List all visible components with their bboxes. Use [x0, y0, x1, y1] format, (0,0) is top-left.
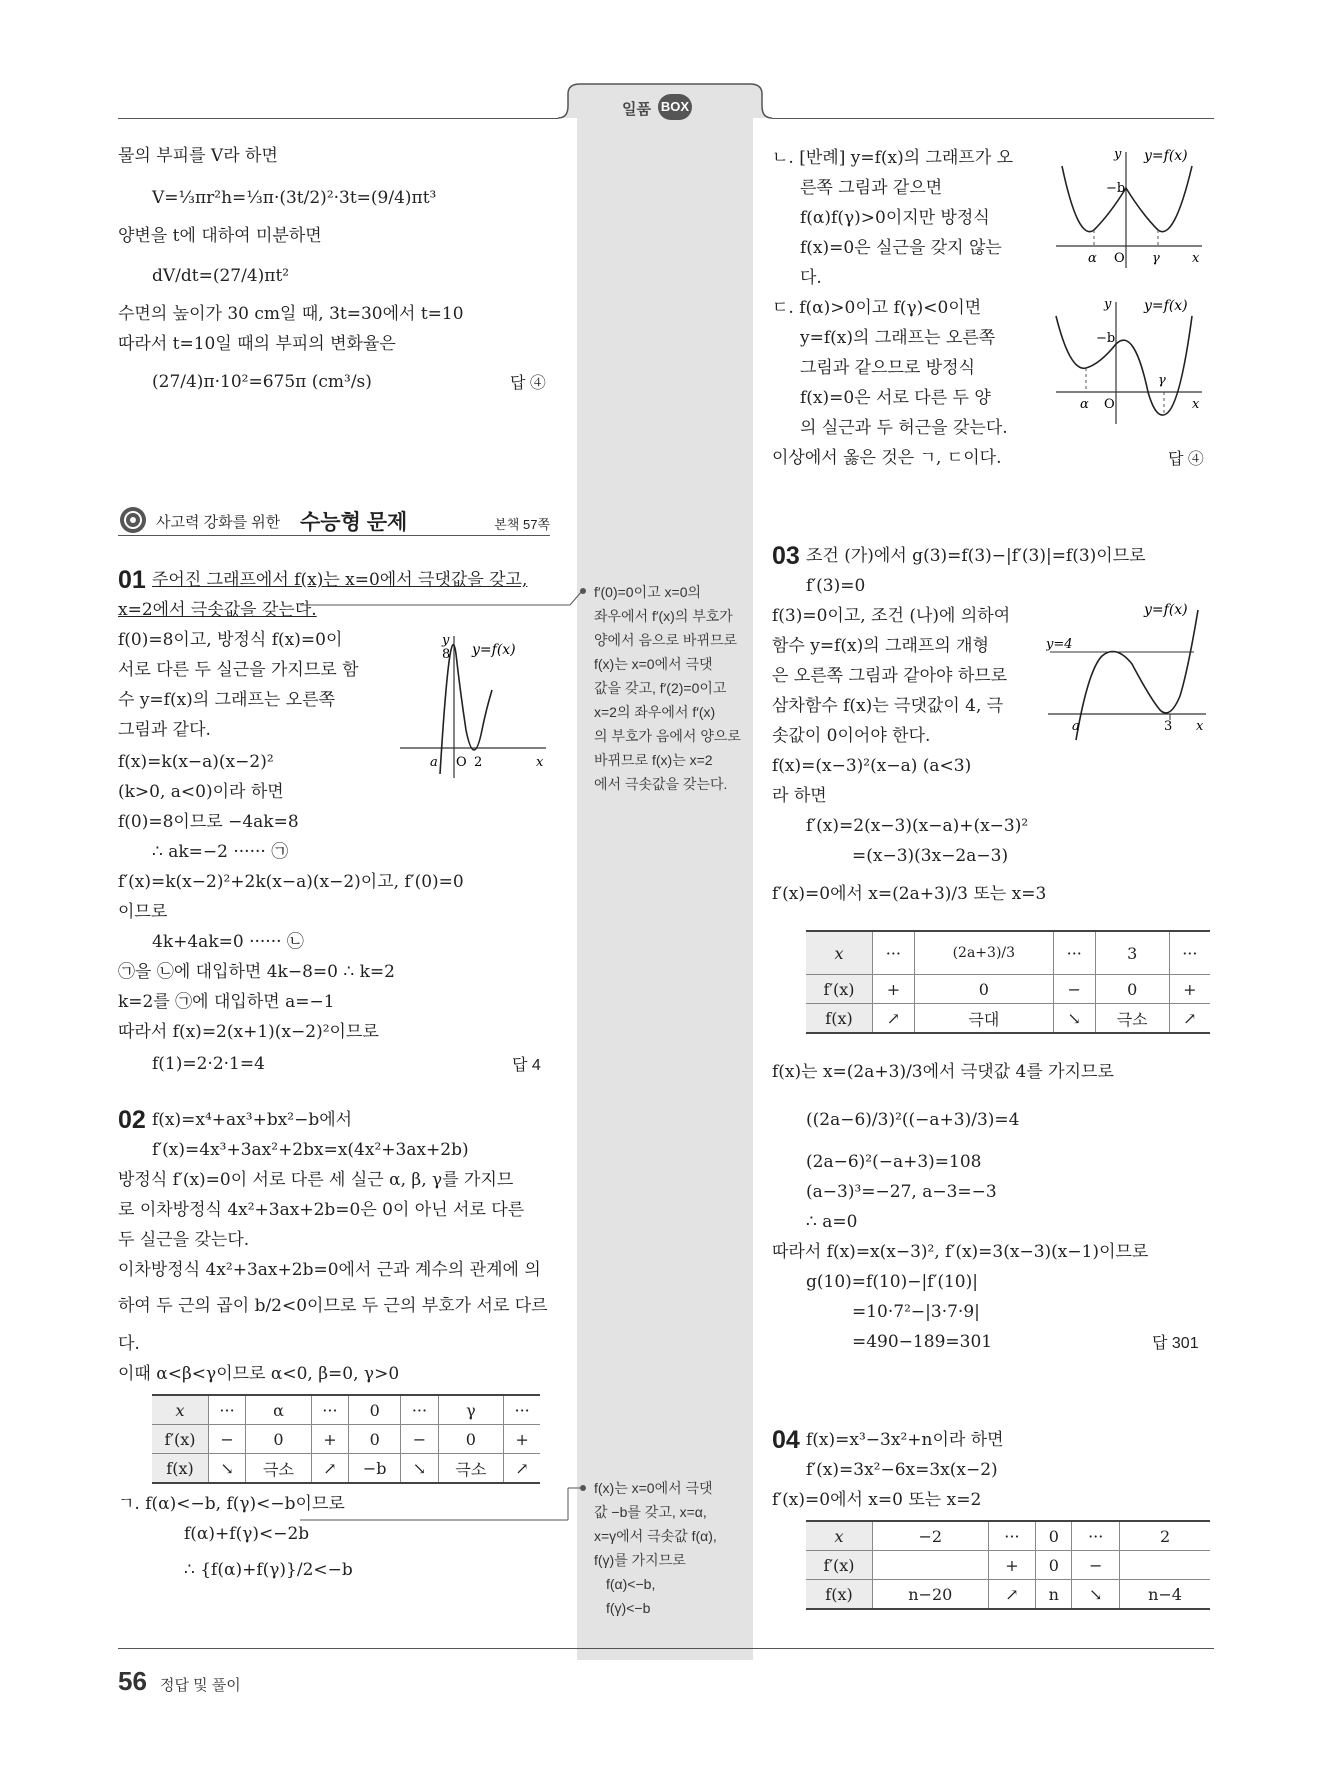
text-line: 이므로 [118, 902, 168, 922]
question-number: 01 [118, 566, 146, 594]
text-line: 이차방정식 4x²+3ax+2b=0에서 근과 계수의 관계에 의 [118, 1260, 541, 1280]
text-line: f′(x)=2(x−3)(x−a)+(x−3)² [806, 816, 1029, 836]
text-line: f′(x)=3x²−6x=3x(x−2) [806, 1460, 998, 1480]
text-line: 다. [118, 1334, 140, 1354]
table-cell: f(x) [152, 1454, 209, 1484]
graph-label: a [430, 755, 438, 770]
text-line: 양변을 t에 대하여 미분하면 [118, 226, 322, 246]
text-line: f(x)=x³−3x²+n이라 하면 [806, 1430, 1004, 1450]
side-note-q01 [594, 580, 741, 796]
answer-label: 답 4 [512, 1057, 541, 1074]
table-cell: + [988, 1551, 1036, 1580]
graph-label: γ [1152, 251, 1160, 266]
text-line: f(x)=0은 실근을 갖지 않는 [800, 238, 1002, 258]
text-line: f′(x)=4x³+3ax²+2bx=x(4x²+3ax+2b) [152, 1140, 469, 1160]
table-cell: ↘ [1053, 1004, 1095, 1034]
text-line: x=2에서 극솟값을 갖는다. [118, 600, 317, 620]
leader-line [300, 1476, 590, 1526]
table-cell: − [1072, 1551, 1120, 1580]
text-line: 은 오른쪽 그림과 같아야 하므로 [772, 666, 1008, 686]
text-line: 조건 (가)에서 g(3)=f(3)−|f′(3)|=f(3)이므로 [806, 546, 1146, 566]
sign-table-q03 [806, 930, 1210, 1034]
table-cell: f′(x) [806, 1551, 873, 1580]
table-cell: ↗ [988, 1580, 1036, 1610]
text-line: 수면의 높이가 30 cm일 때, 3t=30에서 t=10 [118, 304, 464, 324]
text-line: f′(3)=0 [806, 576, 866, 596]
table-cell: ··· [988, 1521, 1036, 1551]
table-cell: 극대 [914, 1004, 1053, 1034]
graph-label: α [1080, 397, 1089, 412]
table-cell: n−4 [1120, 1580, 1210, 1610]
question-number: 02 [118, 1106, 146, 1134]
text-line: g(10)=f(10)−|f′(10)| [806, 1272, 978, 1292]
section-header [118, 505, 550, 536]
graph-label: x [1192, 397, 1200, 412]
table-cell: f′(x) [152, 1425, 209, 1454]
graph-label: 3 [1164, 719, 1173, 734]
note-line: 값 −b를 갖고, x=α, [594, 1504, 707, 1520]
header-rule-left [118, 118, 558, 119]
note-line: x=γ에서 극솟값 f(α), [594, 1528, 717, 1544]
text-line: 물의 부피를 V라 하면 [118, 146, 278, 166]
graph-label: y [442, 633, 450, 648]
graph-label: −b [1106, 181, 1126, 196]
section-prefix: 사고력 강화를 위한 [156, 514, 281, 531]
text-line: 이상에서 옳은 것은 ㄱ, ㄷ이다. [772, 448, 1002, 468]
text-line: 함수 y=f(x)의 그래프의 개형 [772, 636, 990, 656]
table-cell: 극소 [246, 1454, 312, 1484]
table-cell [1120, 1551, 1210, 1580]
table-cell: f(x) [806, 1580, 873, 1610]
table-cell: α [246, 1395, 312, 1425]
table-cell: ↗ [873, 1004, 915, 1034]
graph-label: −b [1096, 331, 1116, 346]
table-cell: ··· [504, 1395, 540, 1425]
text-line: f′(x)=k(x−2)²+2k(x−a)(x−2)이고, f′(0)=0 [118, 872, 464, 892]
text-line: 서로 다른 두 실근을 가지므로 함 [118, 660, 359, 680]
graph-label: x [536, 755, 544, 770]
text-line: =10·7²−|3·7·9| [852, 1302, 980, 1322]
footer-rule [118, 1648, 1214, 1649]
table-cell: ··· [1053, 931, 1095, 975]
note-line: 바뀌므로 f(x)는 x=2 [594, 752, 713, 768]
q01-graph [398, 630, 548, 780]
table-cell: − [401, 1425, 438, 1454]
text-line: f(α)+f(γ)<−2b [184, 1524, 310, 1544]
note-line: f(α)<−b, [606, 1576, 656, 1592]
text-line: 다. [800, 268, 822, 288]
text-line: =(x−3)(3x−2a−3) [852, 846, 1009, 866]
table-cell: 0 [1095, 975, 1169, 1004]
sign-table-q04 [806, 1520, 1210, 1610]
target-icon [118, 505, 148, 535]
text-line: (a−3)³=−27, a−3=−3 [806, 1182, 997, 1202]
text-line: ((2a−6)/3)²((−a+3)/3)=4 [806, 1110, 1020, 1130]
table-cell: + [504, 1425, 540, 1454]
table-cell: − [209, 1425, 246, 1454]
header-badge-box: BOX [658, 94, 692, 120]
note-line: f(x)는 x=0에서 극댓 [594, 1480, 713, 1496]
text-line: ∴ ak=−2 ······ ㉠ [152, 842, 289, 862]
table-cell: (2a+3)/3 [914, 931, 1053, 975]
answer-label: 답 301 [1152, 1335, 1199, 1352]
graph-label: y=f(x) [1144, 298, 1188, 314]
text-line: 이때 α<β<γ이므로 α<0, β=0, γ>0 [118, 1364, 400, 1384]
table-cell: ··· [209, 1395, 246, 1425]
table-cell: ↗ [1169, 1004, 1210, 1034]
text-line: dV/dt=(27/4)πt² [152, 266, 290, 286]
text-line: 따라서 t=10일 때의 부피의 변화율은 [118, 334, 396, 354]
graph-label: y=f(x) [1144, 148, 1188, 164]
graph-label: x [1196, 719, 1204, 734]
curve [1062, 166, 1192, 232]
text-line: f(3)=0이고, 조건 (나)에 의하여 [772, 606, 1011, 626]
text-line: f(0)=8이므로 −4ak=8 [118, 812, 299, 832]
table-cell: 0 [1036, 1521, 1072, 1551]
text-line: f′(x)=0에서 x=0 또는 x=2 [772, 1490, 982, 1510]
note-line: 좌우에서 f′(x)의 부호가 [594, 608, 733, 624]
text-line: 로 이차방정식 4x²+3ax+2b=0은 0이 아닌 서로 다른 [118, 1200, 525, 1220]
question-number: 03 [772, 542, 800, 570]
text-line: ㄱ. f(α)<−b, f(γ)<−b이므로 [118, 1494, 345, 1514]
text-line: 두 실근을 갖는다. [118, 1230, 250, 1250]
graph-label: O [456, 755, 467, 770]
graph-label: y=4 [1046, 637, 1073, 652]
text-line: =490−189=301 [852, 1332, 993, 1352]
table-cell: ↘ [401, 1454, 438, 1484]
text-line: 솟값이 0이어야 한다. [772, 726, 931, 746]
table-cell: ↘ [1072, 1580, 1120, 1610]
graph-label: 8 [442, 647, 451, 662]
curve [1076, 610, 1198, 740]
table-cell: x [806, 1521, 873, 1551]
text-line: 그림과 같다. [118, 720, 211, 740]
table-cell: n [1036, 1580, 1072, 1610]
text-line: 하여 두 근의 곱이 b/2<0이므로 두 근의 부호가 서로 다르 [118, 1296, 548, 1316]
text-line: f(x)=k(x−a)(x−2)² [118, 752, 274, 772]
graph-label: γ [1158, 373, 1166, 388]
note-line: 값을 갖고, f′(2)=0이고 [594, 680, 727, 696]
table-cell: 극소 [438, 1454, 504, 1484]
text-line: 른쪽 그림과 같으면 [800, 178, 943, 198]
graph-label: a [1072, 719, 1080, 734]
note-line: f(γ)를 가지므로 [594, 1552, 686, 1568]
graph-label: y [1104, 297, 1112, 312]
table-cell: ↗ [311, 1454, 348, 1484]
graph-label: x [1192, 251, 1200, 266]
text-line: 따라서 f(x)=x(x−3)², f′(x)=3(x−3)(x−1)이므로 [772, 1242, 1149, 1262]
table-cell: −2 [873, 1521, 989, 1551]
text-line: (k>0, a<0)이라 하면 [118, 782, 284, 802]
table-cell: + [873, 975, 915, 1004]
header-rule-right [772, 118, 1214, 119]
table-cell: + [1169, 975, 1210, 1004]
text-line: f(1)=2·2·1=4 [152, 1054, 265, 1074]
text-line: 따라서 f(x)=2(x+1)(x−2)²이므로 [118, 1022, 379, 1042]
header-badge-text: 일품 [622, 101, 651, 118]
text-line: y=f(x)의 그래프는 오른쪽 [800, 328, 996, 348]
table-cell [873, 1551, 989, 1580]
note-line: f′(0)=0이고 x=0의 [594, 584, 702, 600]
table-cell: 0 [1036, 1551, 1072, 1580]
graph-label: y [1114, 147, 1122, 162]
q03-graph [1046, 600, 1210, 746]
answer-label: 답 ④ [1168, 451, 1204, 468]
table-cell: + [311, 1425, 348, 1454]
text-line: ㄷ. f(α)>0이고 f(γ)<0이면 [772, 298, 982, 318]
text-line: (2a−6)²(−a+3)=108 [806, 1152, 982, 1172]
table-cell: 0 [348, 1395, 400, 1425]
table-cell: ··· [873, 931, 915, 975]
counterexample-graph [1052, 146, 1208, 272]
text-line: 라 하면 [772, 786, 827, 806]
note-line: x=2의 좌우에서 f′(x) [594, 704, 716, 720]
table-cell: ··· [401, 1395, 438, 1425]
side-note-q02 [594, 1476, 717, 1620]
leader-line [300, 585, 590, 609]
text-line: f(x)=0은 서로 다른 두 양 [800, 388, 991, 408]
table-cell: γ [438, 1395, 504, 1425]
table-cell: 2 [1120, 1521, 1210, 1551]
graph-label: y=f(x) [472, 642, 516, 658]
table-cell: 3 [1095, 931, 1169, 975]
sign-table-q02 [152, 1394, 540, 1484]
graph-label: y=f(x) [1144, 602, 1188, 618]
table-cell: 0 [348, 1425, 400, 1454]
text-line: ㉠을 ㉡에 대입하면 4k−8=0 ∴ k=2 [118, 962, 395, 982]
graph-label: O [1114, 251, 1125, 266]
table-cell: n−20 [873, 1580, 989, 1610]
note-line: 양에서 음으로 바뀌므로 [594, 632, 738, 648]
text-line: 의 실근과 두 허근을 갖는다. [800, 418, 1008, 438]
table-cell: ↘ [209, 1454, 246, 1484]
text-line: f(x)는 x=(2a+3)/3에서 극댓값 4를 가지므로 [772, 1062, 1114, 1082]
note-line: 에서 극솟값을 갖는다. [594, 776, 728, 792]
question-number: 04 [772, 1426, 800, 1454]
note-line: f(x)는 x=0에서 극댓 [594, 656, 713, 672]
text-line: V=⅓πr²h=⅓π·(3t/2)²·3t=(9/4)πt³ [152, 188, 437, 208]
section-title: 수능형 문제 [300, 511, 408, 534]
table-cell: ↗ [504, 1454, 540, 1484]
text-line: f(α)f(γ)>0이지만 방정식 [800, 208, 990, 228]
table-cell: ··· [311, 1395, 348, 1425]
text-line: 주어진 그래프에서 f(x)는 x=0에서 극댓값을 갖고, [152, 570, 528, 590]
graph-label: α [1088, 251, 1097, 266]
text-line: 그림과 같으므로 방정식 [800, 358, 976, 378]
text-line: f(x)=(x−3)²(x−a) (a<3) [772, 756, 972, 776]
text-line: 4k+4ak=0 ······ ㉡ [152, 932, 304, 952]
note-line: f(γ)<−b [606, 1600, 651, 1616]
answer-label: 답 ④ [510, 375, 546, 392]
table-cell: f′(x) [806, 975, 873, 1004]
text-line: (27/4)π·10²=675π (cm³/s) [152, 372, 372, 392]
roots-graph [1052, 296, 1208, 426]
table-cell: x [152, 1395, 209, 1425]
table-cell: −b [348, 1454, 400, 1484]
table-cell: − [1053, 975, 1095, 1004]
text-line: f(x)=x⁴+ax³+bx²−b에서 [152, 1110, 353, 1130]
center-note-band [577, 92, 753, 1660]
text-line: k=2를 ㉠에 대입하면 a=−1 [118, 992, 335, 1012]
page-number: 56 [118, 1666, 147, 1696]
graph-label: O [1104, 397, 1115, 412]
graph-label: 2 [474, 755, 483, 770]
table-cell: ··· [1072, 1521, 1120, 1551]
text-line: ㄴ. [반례] y=f(x)의 그래프가 오 [772, 148, 1014, 168]
text-line: 수 y=f(x)의 그래프는 오른쪽 [118, 690, 336, 710]
table-cell: ··· [1169, 931, 1210, 975]
curve [1056, 316, 1192, 415]
text-line: ∴ {f(α)+f(γ)}/2<−b [184, 1560, 353, 1580]
text-line: f′(x)=0에서 x=(2a+3)/3 또는 x=3 [772, 884, 1047, 904]
table-cell: x [806, 931, 873, 975]
table-cell: 0 [914, 975, 1053, 1004]
table-cell: 극소 [1095, 1004, 1169, 1034]
text-line: 삼차함수 f(x)는 극댓값이 4, 극 [772, 696, 1004, 716]
footer-title: 정답 및 풀이 [160, 1677, 241, 1694]
table-cell: f(x) [806, 1004, 873, 1034]
text-line: ∴ a=0 [806, 1212, 858, 1232]
table-cell: 0 [246, 1425, 312, 1454]
text-line: 방정식 f′(x)=0이 서로 다른 세 실근 α, β, γ를 가지므 [118, 1170, 514, 1190]
section-ref: 본책 57쪽 [494, 517, 550, 532]
note-line: 의 부호가 음에서 양으로 [594, 728, 741, 744]
text-line: f(0)=8이고, 방정식 f(x)=0이 [118, 630, 343, 650]
table-cell: 0 [438, 1425, 504, 1454]
